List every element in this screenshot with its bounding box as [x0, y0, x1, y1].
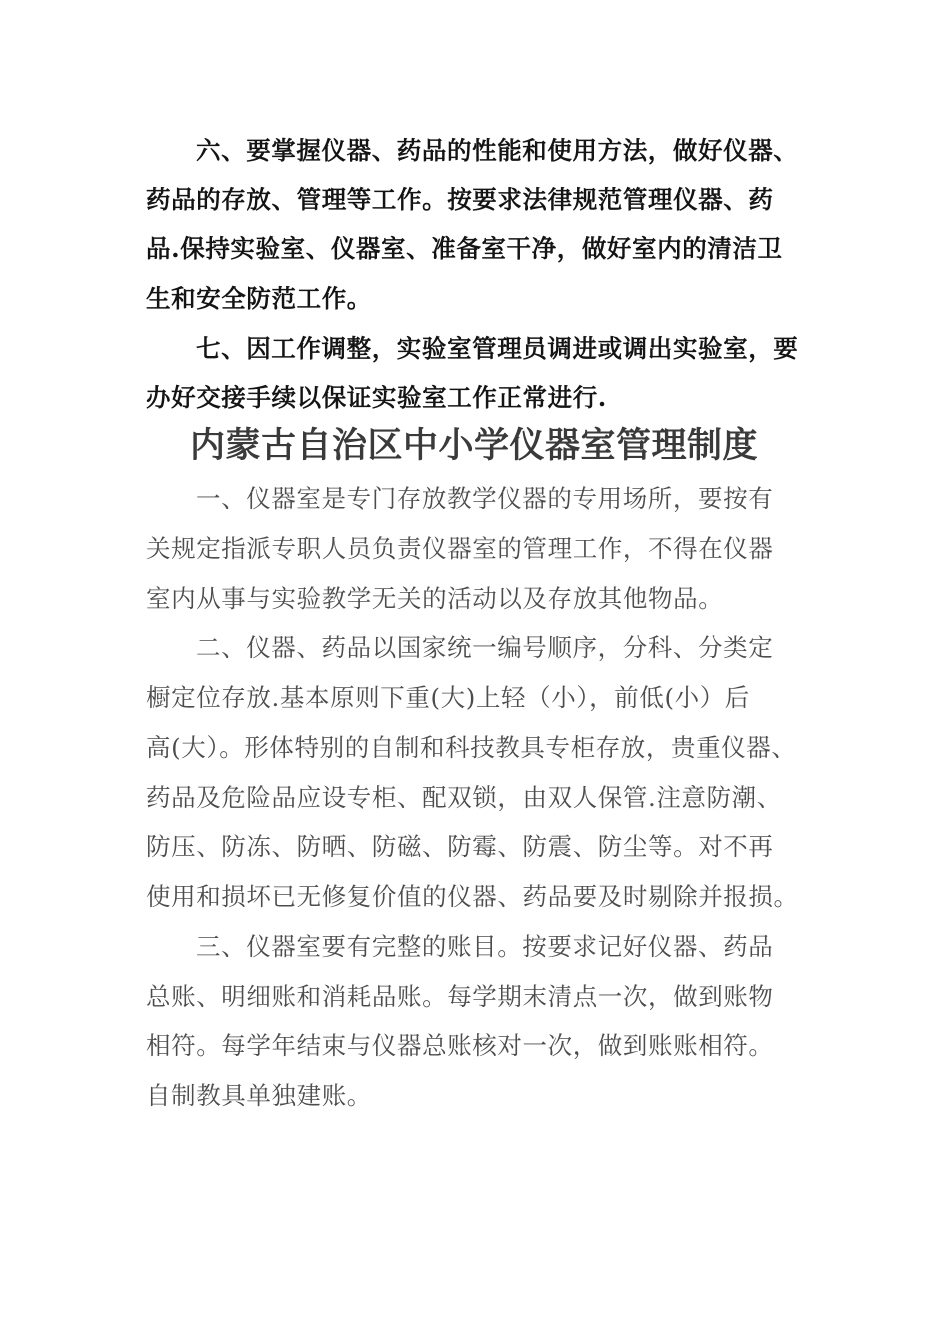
- paragraph-2-line-1: 二、仪器、药品以国家统一编号顺序，分科、分类定: [196, 633, 774, 662]
- paragraph-3-line-1: 三、仪器室要有完整的账目。按要求记好仪器、药品: [196, 932, 774, 961]
- paragraph-3-line-2: 总账、明细账和消耗品账。每学期末清点一次，做到账物: [146, 982, 774, 1011]
- paragraph-6-line-2: 药品的存放、管理等工作。按要求法律规范管理仪器、药: [146, 185, 774, 214]
- paragraph-3-line-3: 相符。每学年结束与仪器总账核对一次，做到账账相符。: [146, 1031, 774, 1060]
- document-title: 内蒙古自治区中小学仪器室管理制度: [190, 425, 759, 466]
- paragraph-1-line-2: 关规定指派专职人员负责仪器室的管理工作，不得在仪器: [146, 534, 774, 563]
- paragraph-2-line-4: 药品及危险品应设专柜、配双锁，由双人保管.注意防潮、: [146, 783, 782, 812]
- paragraph-2-line-3: 高(大）。形体特别的自制和科技教具专柜存放，贵重仪器、: [146, 733, 797, 762]
- paragraph-6-line-1: 六、要掌握仪器、药品的性能和使用方法，做好仪器、: [196, 136, 799, 165]
- paragraph-3-line-4: 自制教具单独建账。: [146, 1081, 372, 1110]
- paragraph-7-line-2: 办好交接手续以保证实验室工作正常进行.: [146, 383, 607, 412]
- paragraph-2-line-5: 防压、防冻、防晒、防磁、防霉、防震、防尘等。对不再: [146, 832, 774, 861]
- paragraph-1-line-1: 一、仪器室是专门存放教学仪器的专用场所，要按有: [196, 484, 774, 513]
- paragraph-2-line-2: 橱定位存放.基本原则下重(大)上轻（小），前低(小）后: [146, 683, 750, 712]
- paragraph-6-line-3: 品.保持实验室、仪器室、准备室干净，做好室内的清洁卫: [146, 234, 783, 263]
- paragraph-2-line-6: 使用和损坏已无修复价值的仪器、药品要及时剔除并报损。: [146, 882, 799, 911]
- paragraph-6-line-4: 生和安全防范工作。: [146, 284, 372, 313]
- paragraph-7-line-1: 七、因工作调整，实验室管理员调进或调出实验室，要: [196, 334, 799, 363]
- paragraph-1-line-3: 室内从事与实验教学无关的活动以及存放其他物品。: [146, 584, 724, 613]
